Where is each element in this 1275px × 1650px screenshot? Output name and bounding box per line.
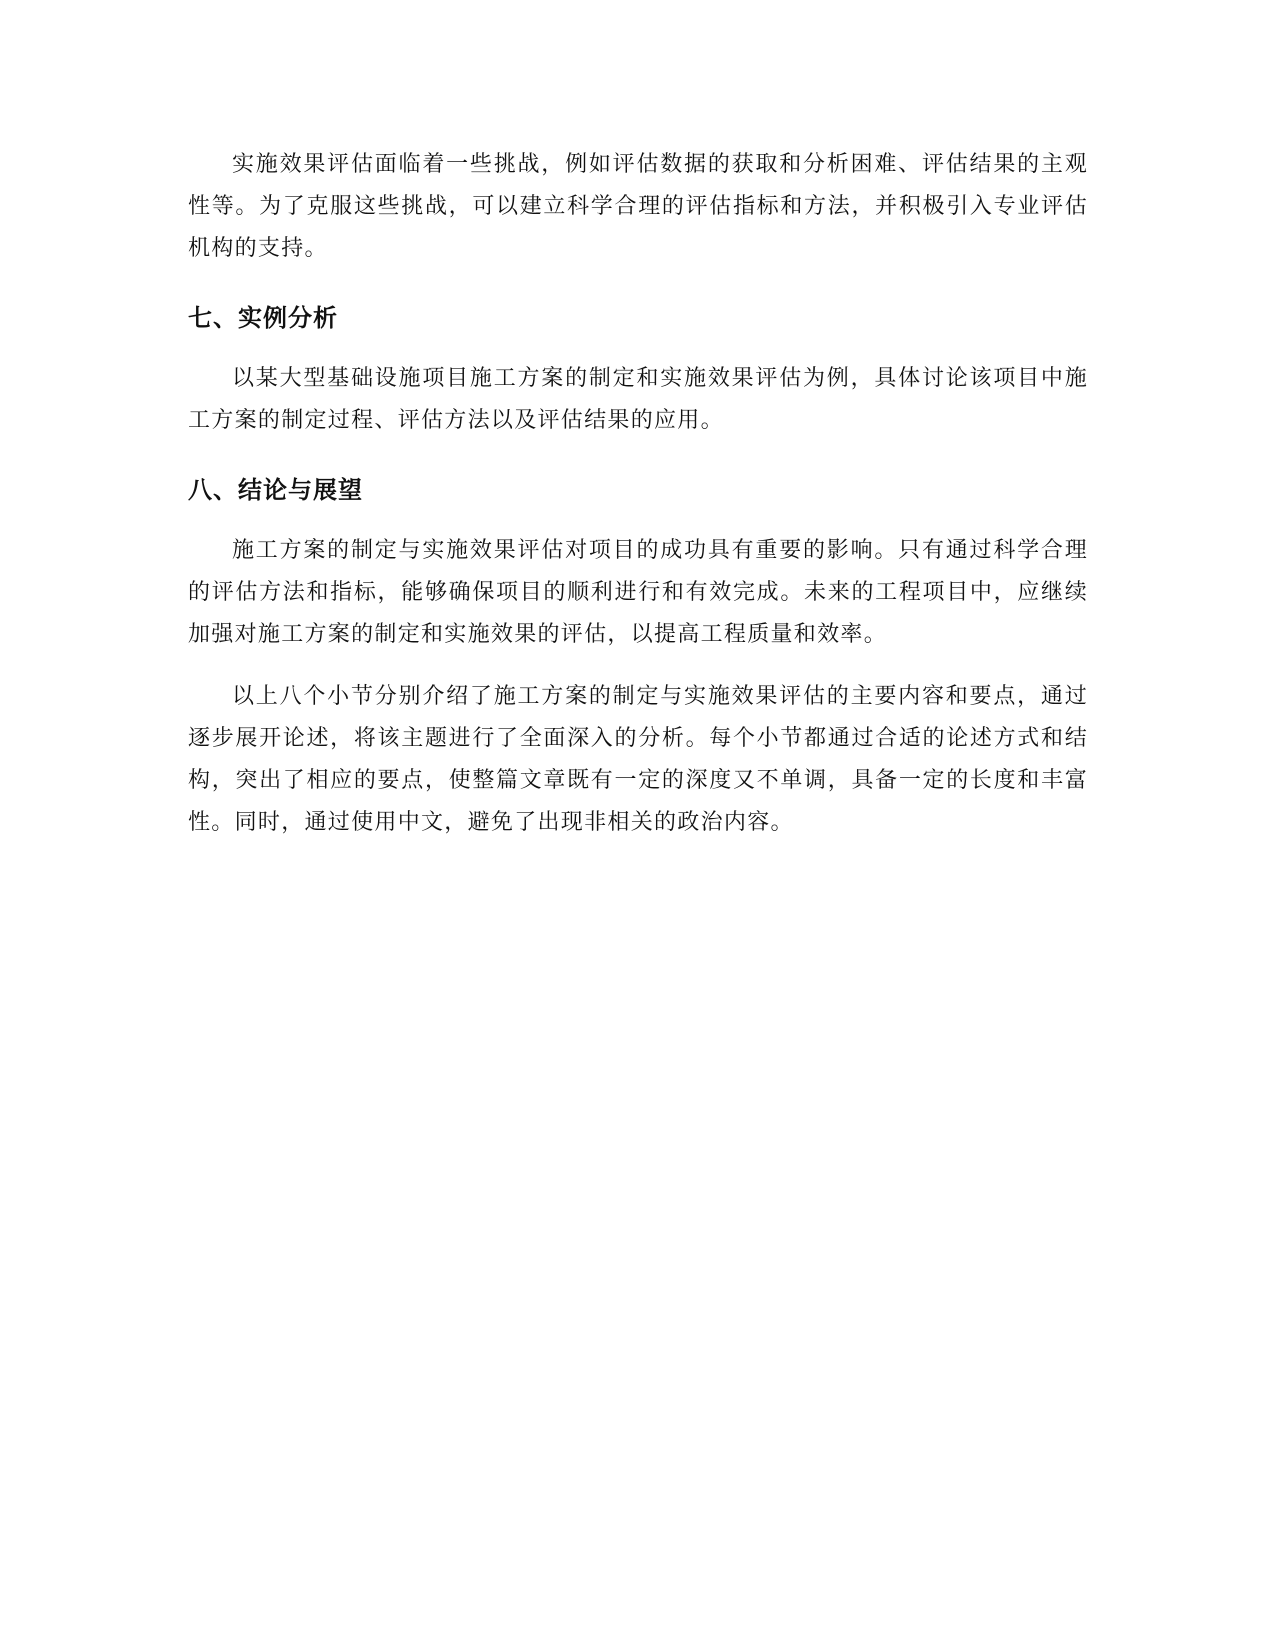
document-body xyxy=(188,144,1088,844)
paragraph-evaluation-challenges: 实施效果评估面临着一些挑战，例如评估数据的获取和分析困难、评估结果的主观性等。为了克服这些挑战，可以建立科学合理的评估指标和方法，并积极引入专业评估机构的支持。 xyxy=(188,152,1088,261)
section-heading-conclusion: 八、结论与展望 xyxy=(188,476,363,504)
paragraph-case-analysis: 以某大型基础设施项目施工方案的制定和实施效果评估为例，具体讨论该项目中施工方案的制定过程、评估方法以及评估结果的应用。 xyxy=(188,366,1088,433)
paragraph-summary: 以上八个小节分别介绍了施工方案的制定与实施效果评估的主要内容和要点，通过逐步展开论述，将该主题进行了全面深入的分析。每个小节都通过合适的论述方式和结构，突出了相应的要点，使整篇文章既有一定的深度又不单调，具备一定的长度和丰富性。同时，通过使用中文，避免了出现非相关的政治内容。 xyxy=(188,684,1088,835)
section-heading-case-analysis: 七、实例分析 xyxy=(188,304,338,332)
paragraph-conclusion: 施工方案的制定与实施效果评估对项目的成功具有重要的影响。只有通过科学合理的评估方法和指标，能够确保项目的顺利进行和有效完成。未来的工程项目中，应继续加强对施工方案的制定和实施效果的评估，以提高工程质量和效率。 xyxy=(188,538,1088,647)
